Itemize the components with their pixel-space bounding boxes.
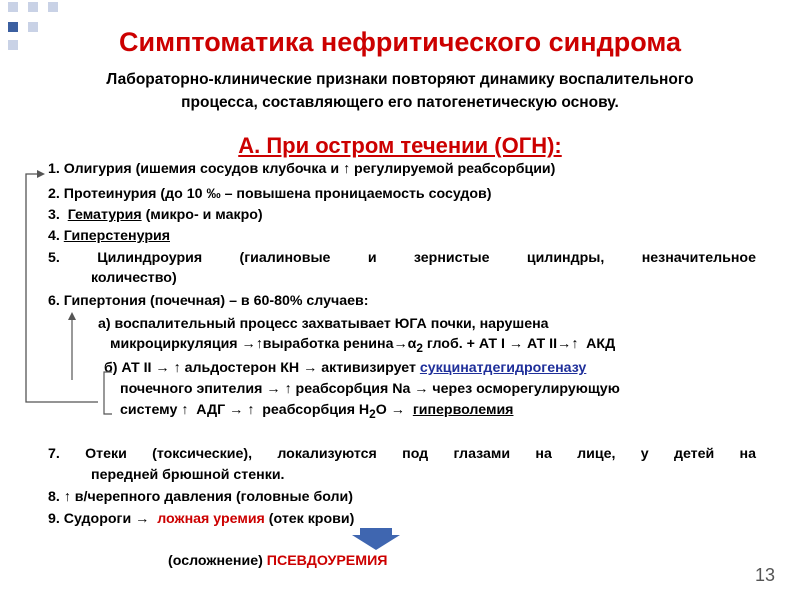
complication-prefix: (осложнение) [168,553,267,569]
subtitle-line-1: Лабораторно-клинические признаки повторяют динамику воспалительного [106,71,694,88]
item-6b-part-3b: О → [375,402,413,418]
section-heading-text: А. При остром течении (ОГН): [238,133,562,158]
item-1-oliguria: 1. Олигурия (ишемия сосудов клубочка и ↑ регулируемой реабсорбции) [48,161,556,177]
item-6b-enzyme: сукцинатдегидрогеназу [419,360,587,376]
item-6a-part-1: микроциркуляция →↑выработка ренина→α [110,336,417,352]
item-3-prefix: 3. [48,207,68,223]
slide-title: Симптоматика нефритического синдрома [119,27,681,57]
complication-pseudouremia: ПСЕВДОУРЕМИЯ [266,553,388,569]
item-6b-part-1: б) АТ II → ↑ альдостерон КН → активизирует [104,360,420,376]
item-9-false-uremia: ложная уремия [157,511,265,527]
item-9-part-1: 9. Судороги → [48,511,158,527]
item-4-prefix: 4. [48,228,64,244]
item-5-line-1: 5. Цилиндроурия (гиалиновые и зернистые цилиндры, незначительное [48,250,756,266]
item-6b-subscript: 2 [369,406,376,421]
item-6b-line-2: почечного эпителия → ↑ реабсорбция Na → через осморегулирующую [120,381,620,397]
feedback-loop-arrowhead [37,170,45,178]
item-9-part-2: (отек крови) [264,511,355,527]
item-2-proteinuria: 2. Протеинурия (до 10 ‰ – повышена проницаемость сосудов) [48,186,492,202]
bracket-arrowhead-6a [68,312,76,320]
item-8-intracranial-pressure: 8. ↑ в/черепного давления (головные боли) [48,489,353,505]
item-6a-part-2: глоб. + АТ I → АТ II→↑ АКД [422,336,616,352]
item-5-line-2: количество) [91,270,177,286]
item-3-rest: (микро- и макро) [141,207,263,223]
item-7-line-1: 7. Отеки (токсические), локализуются под глазами на лице, у детей на [48,446,756,462]
down-arrow-complication [352,528,400,550]
page-number: 13 [754,565,775,585]
item-6b-hypervolemia: гиперволемия [412,402,514,418]
item-6b-part-3a: систему ↑ АДГ → ↑ реабсорбция Н [120,402,370,418]
item-4-term: Гиперстенурия [63,228,170,244]
item-6a-line-1: а) воспалительный процесс захватывает ЮГА почки, нарушена [98,316,549,332]
brace-6b [104,372,112,414]
item-3-term: Гематурия [67,207,142,223]
item-7-line-2: передней брюшной стенки. [91,467,285,483]
feedback-loop-arrow [26,174,98,402]
item-6-hypertension: 6. Гипертония (почечная) – в 60-80% случаев: [48,293,369,309]
subtitle-line-2: процесса, составляющего его патогенетическую основу. [181,94,619,111]
item-6a-subscript: 2 [416,340,423,355]
